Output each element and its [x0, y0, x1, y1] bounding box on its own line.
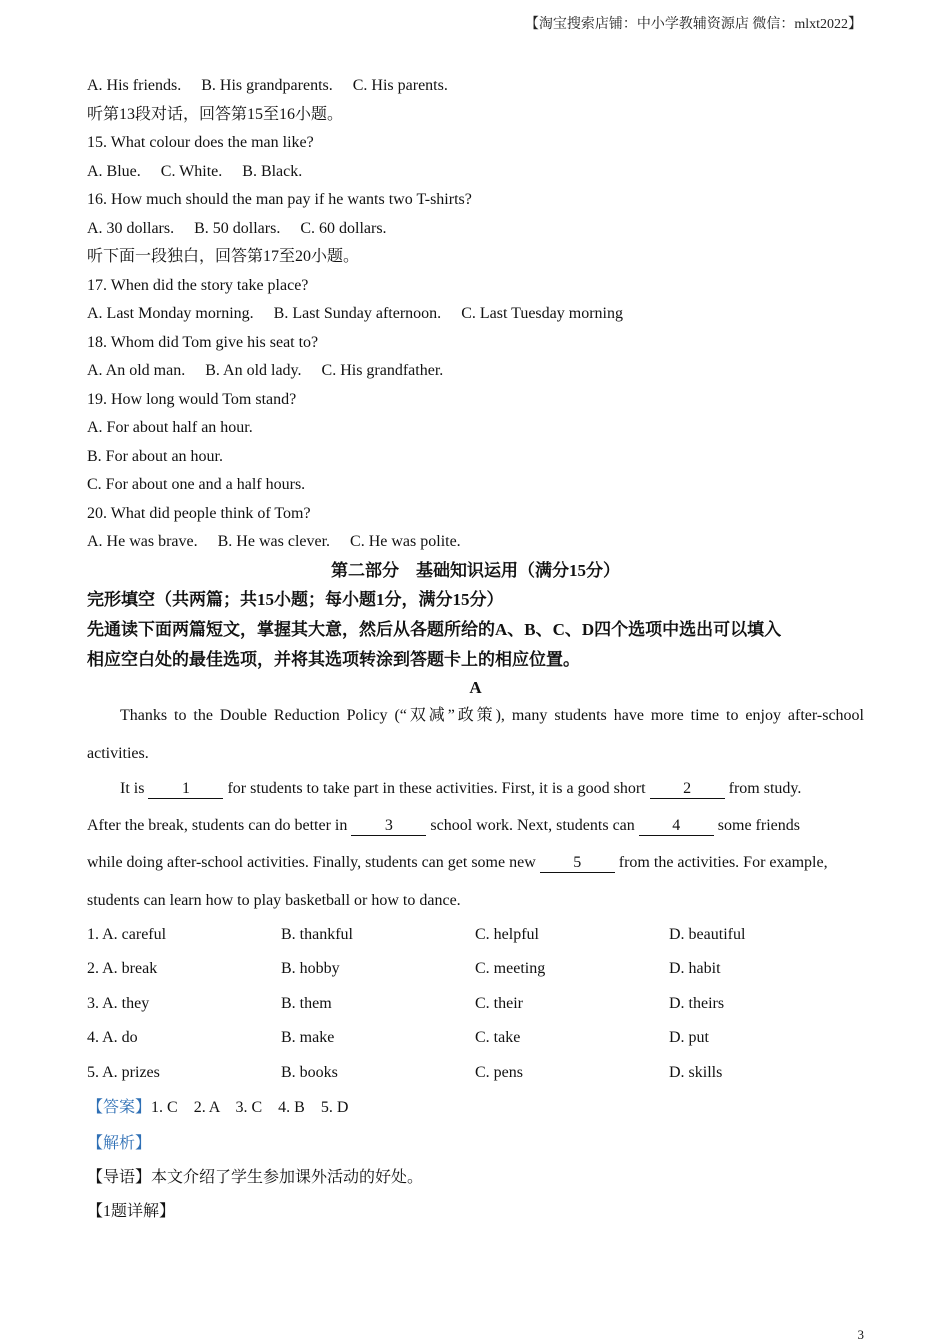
- option: D. put: [669, 1029, 709, 1046]
- q19-option-b: B. For about an hour.: [87, 448, 223, 465]
- blank-1: 1: [148, 780, 223, 799]
- q16-options: [87, 219, 387, 239]
- q19-option-c: C. For about one and a half hours.: [87, 476, 306, 493]
- option: B. thankful: [281, 926, 353, 943]
- text: while doing after-school activities. Finally, students can get some new: [87, 854, 540, 871]
- part2-title: 第二部分 基础知识运用（满分15分）: [331, 561, 620, 580]
- option: D. skills: [669, 1064, 723, 1081]
- option: B. them: [281, 995, 332, 1012]
- option: B. hobby: [281, 960, 340, 977]
- q19-option-a: A. For about half an hour.: [87, 419, 253, 436]
- option: C. His parents.: [352, 77, 448, 94]
- option: D. beautiful: [669, 926, 746, 943]
- text: It is: [120, 780, 149, 797]
- option: C. their: [475, 995, 523, 1012]
- passage-line: [87, 816, 800, 836]
- detail-heading: 【1题详解】: [87, 1203, 176, 1220]
- answer-text: 1. C 2. A 3. C 4. B 5. D: [151, 1099, 349, 1116]
- passage-line: [120, 779, 801, 799]
- blank-4: 4: [639, 817, 714, 836]
- option: 2. A. break: [87, 960, 158, 977]
- blank-3: 3: [351, 817, 426, 836]
- option: C. meeting: [475, 960, 546, 977]
- option: D. habit: [669, 960, 721, 977]
- blank-5: 5: [540, 854, 615, 873]
- passage-line: activities.: [87, 745, 149, 762]
- q14-options: [87, 76, 448, 96]
- option: 4. A. do: [87, 1029, 138, 1046]
- passage-line: Thanks to the Double Reduction Policy (“双减”政策), many students have more time to enjoy after-school: [120, 707, 864, 724]
- page-header: 【淘宝搜索店铺：中小学教辅资源店 微信：mlxt2022】: [524, 17, 862, 32]
- passage-label: A: [469, 678, 482, 697]
- question-17: 17. When did the story take place?: [87, 277, 309, 294]
- option: B. Last Sunday afternoon.: [273, 305, 442, 322]
- instruction-line-1: 先通读下面两篇短文，掌握其大意，然后从各题所给的A、B、C、D四个选项中选出可以填入: [87, 620, 782, 639]
- text: some friends: [713, 817, 800, 834]
- answer-tag: 【答案】: [87, 1099, 152, 1116]
- option: B. An old lady.: [205, 362, 302, 379]
- option: C. His grandfather.: [321, 362, 444, 379]
- option: A. An old man.: [87, 362, 186, 379]
- option: C. White.: [160, 163, 223, 180]
- dialog-instruction: 听第13段对话，回答第15至16小题。: [87, 106, 344, 123]
- text: school work. Next, students can: [426, 817, 639, 834]
- text: for students to take part in these activities. First, it is a good short: [223, 780, 650, 797]
- cloze-title: 完形填空（共两篇；共15小题；每小题1分，满分15分）: [87, 590, 504, 609]
- passage-line: [87, 853, 828, 873]
- option: C. He was polite.: [350, 533, 461, 550]
- option: C. helpful: [475, 926, 539, 943]
- option: D. theirs: [669, 995, 725, 1012]
- text: After the break, students can do better in: [87, 817, 352, 834]
- option: A. Last Monday morning.: [87, 305, 254, 322]
- guide-text: 【导语】本文介绍了学生参加课外活动的好处。: [87, 1169, 424, 1186]
- blank-2: 2: [650, 780, 725, 799]
- option: 5. A. prizes: [87, 1064, 160, 1081]
- answer-line: [87, 1098, 348, 1118]
- analysis-tag: 【解析】: [87, 1135, 152, 1152]
- option: A. He was brave.: [87, 533, 198, 550]
- option: B. His grandparents.: [201, 77, 333, 94]
- option: B. Black.: [242, 163, 303, 180]
- question-19: 19. How long would Tom stand?: [87, 391, 297, 408]
- option: B. make: [281, 1029, 335, 1046]
- option: B. books: [281, 1064, 338, 1081]
- option: C. take: [475, 1029, 521, 1046]
- question-20: 20. What did people think of Tom?: [87, 505, 311, 522]
- option: B. He was clever.: [217, 533, 331, 550]
- monologue-instruction: 听下面一段独白，回答第17至20小题。: [87, 248, 360, 265]
- option: A. 30 dollars.: [87, 220, 175, 237]
- text: from the activities. For example,: [614, 854, 828, 871]
- option: A. Blue.: [87, 163, 141, 180]
- option: 1. A. careful: [87, 926, 167, 943]
- option: C. pens: [475, 1064, 523, 1081]
- q18-options: [87, 361, 443, 381]
- q17-options: [87, 304, 623, 324]
- page-number: 3: [857, 1327, 864, 1342]
- instruction-line-2: 相应空白处的最佳选项，并将其选项转涂到答题卡上的相应位置。: [87, 650, 580, 669]
- text: from study.: [724, 780, 802, 797]
- q15-options: [87, 162, 302, 182]
- question-18: 18. Whom did Tom give his seat to?: [87, 334, 319, 351]
- option: B. 50 dollars.: [194, 220, 281, 237]
- option: A. His friends.: [87, 77, 182, 94]
- option: C. 60 dollars.: [300, 220, 387, 237]
- option: C. Last Tuesday morning: [461, 305, 623, 322]
- question-15: 15. What colour does the man like?: [87, 134, 314, 151]
- passage-paragraph-1: [87, 706, 864, 726]
- q20-options: [87, 532, 461, 552]
- passage-line: students can learn how to play basketball or how to dance.: [87, 892, 461, 909]
- option: 3. A. they: [87, 995, 150, 1012]
- question-16: 16. How much should the man pay if he wants two T-shirts?: [87, 191, 472, 208]
